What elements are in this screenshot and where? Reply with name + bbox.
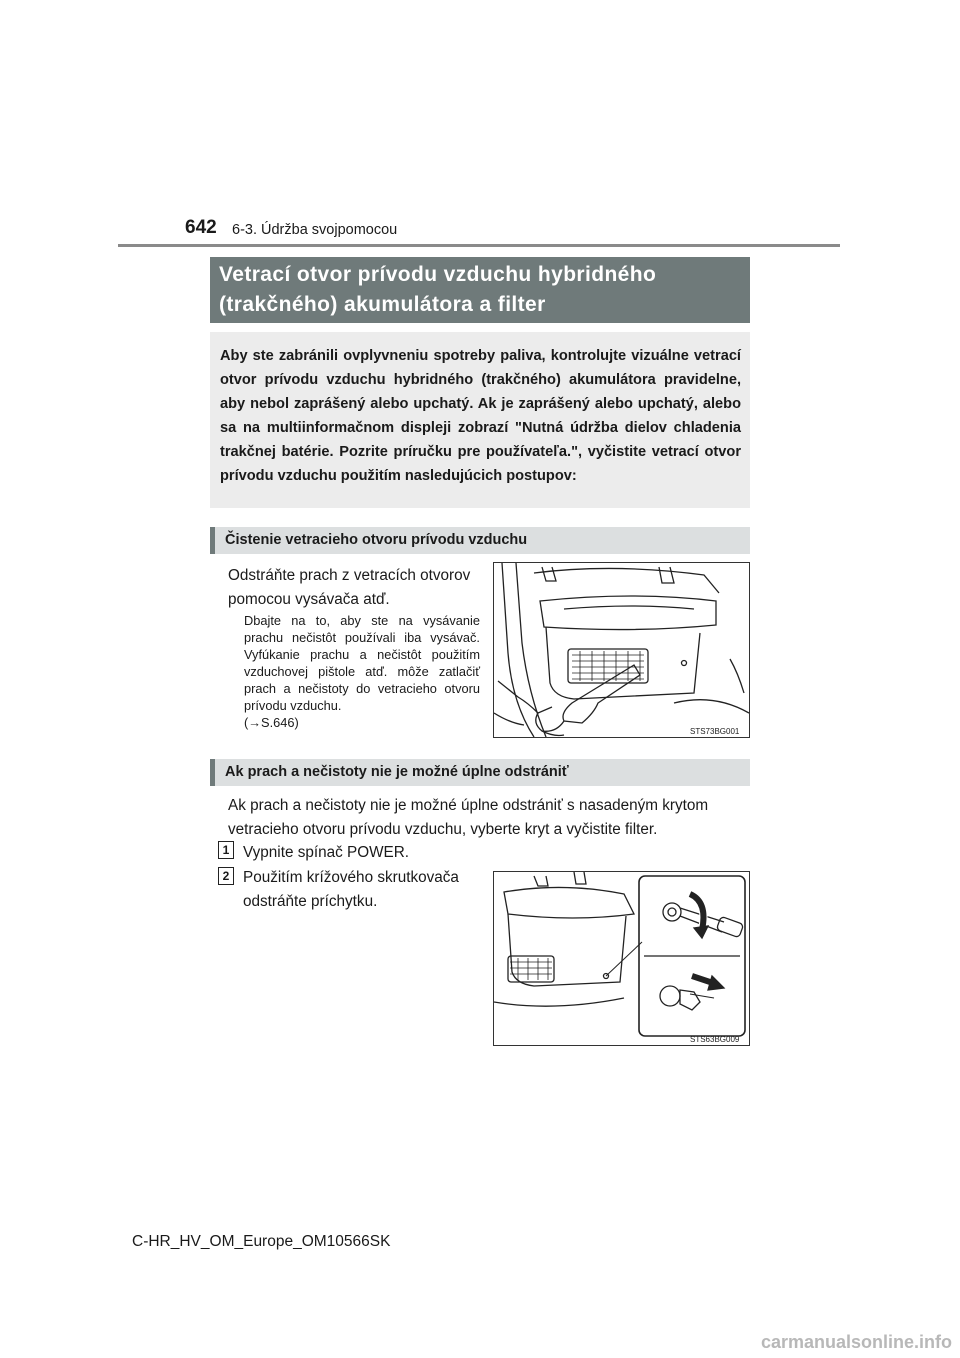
figure-code-1: STS73BG001 (690, 727, 740, 736)
figure-code-2: STS63BG009 (690, 1035, 740, 1044)
vacuum-drawing (494, 563, 749, 737)
step-text-2-line1: Použitím krížového skrutkovača (243, 869, 459, 886)
intro-box (210, 332, 750, 508)
watermark: carmanualsonline.info (760, 1332, 952, 1352)
section1-text-line1: Odstráňte prach z vetracích otvorov (228, 567, 471, 584)
header-rule (118, 244, 840, 247)
title-line-2: (trakčného) akumulátora a filter (219, 293, 546, 316)
step-number-2: 2 (218, 867, 234, 885)
section1-heading: Čistenie vetracieho otvoru prívodu vzduchu (210, 527, 750, 554)
step-text-2-line2: odstráňte príchytku. (243, 893, 378, 910)
section1-text-line2: pomocou vysávača atď. (228, 591, 390, 608)
vacuum-illustration (493, 562, 750, 738)
page-number: 642 (185, 217, 217, 238)
title-line-1: Vetrací otvor prívodu vzduchu hybridného (219, 263, 657, 286)
section2-text-line1: Ak prach a nečistoty nie je možné úplne odstrániť s nasadeným krytom (228, 797, 709, 814)
step-number-1: 1 (218, 841, 234, 859)
page-title (210, 257, 750, 323)
intro-text: Aby ste zabránili ovplyvneniu spotreby paliva, kontrolujte vizuálne vetrací otvor prívodu vzduchu hybridného (trakčného) akumulátora pravidelne, aby nebol zaprášený alebo upchatý. Ak je zaprášený alebo upchatý, alebo sa na multiinformačnom displeji zobrazí "Nutná údržba dielov chladenia trakčnej batérie. Pozrite príručku pre používateľa.", vyčistite vetrací otvor prívodu vzduchu použitím nasledujúcich postupov: (220, 348, 741, 484)
section2-heading: Ak prach a nečistoty nie je možné úplne odstrániť (210, 759, 750, 786)
section-title: 6-3. Údržba svojpomocou (232, 222, 398, 238)
step-text-1: Vypnite spínač POWER. (243, 844, 410, 861)
section1-note (244, 612, 480, 731)
clip-drawing (494, 872, 749, 1045)
note-reference: (→S.646) (244, 715, 299, 730)
footer-doc-id: C-HR_HV_OM_Europe_OM10566SK (132, 1233, 391, 1250)
section2-text-line2: vetracieho otvoru prívodu vzduchu, vyberte kryt a vyčistite filter. (228, 821, 658, 838)
note-text: Dbajte na to, aby ste na vysávanie prachu nečistôt používali iba vysávač. Vyfúkanie prachu a nečistôt použitím vzduchovej pištole atď. môže zatlačiť prach a nečistoty do vetracieho otvoru prívodu vzduchu. (244, 613, 480, 713)
clip-removal-illustration (493, 871, 750, 1046)
